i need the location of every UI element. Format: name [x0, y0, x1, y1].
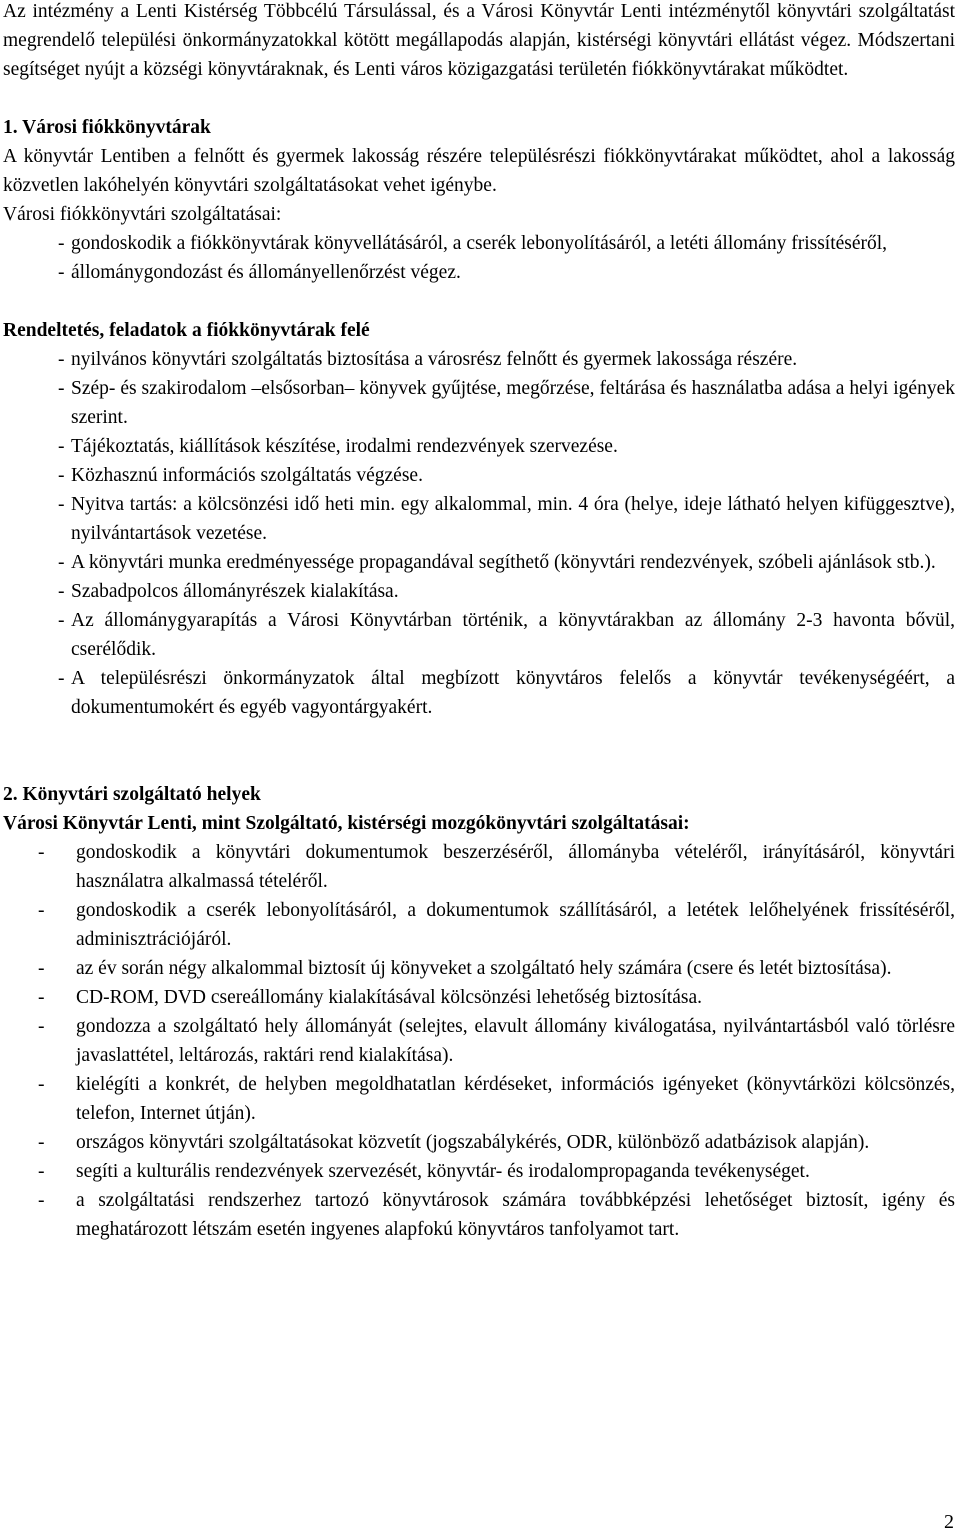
list-item: [3, 1012, 955, 1070]
services-label: Városi fiókkönyvtári szolgáltatásai:: [3, 204, 282, 225]
dash-bullet: -: [38, 1016, 45, 1037]
mobile-library-services-list: [3, 838, 955, 1244]
dash-bullet: -: [58, 668, 65, 689]
dash-bullet: -: [58, 378, 65, 399]
list-item-text: kielégíti a konkrét, de helyben megoldhatatlan kérdéseket, információs igényeket (könyvtárközi kölcsönzés, telefon, Internet útján).: [76, 1074, 955, 1124]
list-item-text: állománygondozást és állományellenőrzést végez.: [71, 262, 461, 283]
services-list: [3, 229, 955, 287]
section-2-heading: 2. Könyvtári szolgáltató helyek: [3, 784, 261, 805]
list-item: [3, 983, 955, 1012]
spacer: [3, 84, 955, 113]
list-item-text: gondoskodik a könyvtári dokumentumok beszerzéséről, állományba vételéről, irányításáról, könyvtári használatra alkalmassá tételéről.: [76, 842, 955, 892]
spacer: [3, 287, 955, 316]
spacer: [3, 722, 955, 780]
list-item-text: az év során négy alkalommal biztosít új könyveket a szolgáltató hely számára (csere és letét biztosítása).: [76, 958, 892, 979]
dash-bullet: -: [58, 581, 65, 602]
list-item: [3, 664, 955, 722]
dash-bullet: -: [38, 987, 45, 1008]
dash-bullet: -: [38, 1190, 45, 1211]
list-item: [3, 258, 955, 287]
section-2-subheading: Városi Könyvtár Lenti, mint Szolgáltató, kistérségi mozgókönyvtári szolgáltatásai:: [3, 813, 690, 834]
list-item: [3, 461, 955, 490]
section-1-heading: 1. Városi fiókkönyvtárak: [3, 117, 211, 138]
dash-bullet: -: [58, 436, 65, 457]
list-item: [3, 954, 955, 983]
list-item: [3, 606, 955, 664]
list-item: [3, 1157, 955, 1186]
list-item: [3, 374, 955, 432]
list-item-text: Nyitva tartás: a kölcsönzési idő heti min. egy alkalommal, min. 4 óra (helye, ideje látható helyen kifüggesztve), nyilvántartások vezetése.: [71, 494, 955, 544]
list-item: [3, 896, 955, 954]
dash-bullet: -: [38, 1074, 45, 1095]
purpose-list: [3, 345, 955, 722]
list-item: [3, 577, 955, 606]
dash-bullet: -: [38, 1132, 45, 1153]
list-item: [3, 490, 955, 548]
list-item-text: országos könyvtári szolgáltatásokat közvetít (jogszabálykérés, ODR, különböző adatbázisok alapján).: [76, 1132, 870, 1153]
list-item-text: nyilvános könyvtári szolgáltatás biztosítása a városrész felnőtt és gyermek lakossága részére.: [71, 349, 798, 370]
dash-bullet: -: [58, 610, 65, 631]
page-number: 2: [944, 1511, 954, 1533]
list-item-text: Az állománygyarapítás a Városi Könyvtárban történik, a könyvtárakban az állomány 2-3 havonta bővül, cserélődik.: [71, 610, 955, 660]
dash-bullet: -: [58, 552, 65, 573]
section-1-paragraph: A könyvtár Lentiben a felnőtt és gyermek lakosság részére településrészi fiókkönyvtárakat működtet, ahol a lakosság közvetlen lakóhelyén könyvtári szolgáltatásokat vehet igénybe.: [3, 146, 955, 196]
list-item-text: segíti a kulturális rendezvények szervezését, könyvtár- és irodalompropaganda tevékenységet.: [76, 1161, 810, 1182]
list-item: [3, 1186, 955, 1244]
list-item-text: Szép- és szakirodalom –elsősorban– könyvek gyűjtése, megőrzése, feltárása és használatba adása a helyi igények szerint.: [71, 378, 955, 428]
list-item-text: CD-ROM, DVD csereállomány kialakításával kölcsönzési lehetőség biztosítása.: [76, 987, 702, 1008]
list-item-text: Szabadpolcos állományrészek kialakítása.: [71, 581, 399, 602]
dash-bullet: -: [58, 262, 65, 283]
dash-bullet: -: [38, 958, 45, 979]
dash-bullet: -: [38, 900, 45, 921]
list-item-text: Közhasznú információs szolgáltatás végzése.: [71, 465, 423, 486]
list-item-text: A könyvtári munka eredményessége propagandával segíthető (könyvtári rendezvények, szóbeli ajánlások stb.).: [71, 552, 936, 573]
dash-bullet: -: [58, 494, 65, 515]
list-item: [3, 548, 955, 577]
list-item: [3, 1070, 955, 1128]
list-item: [3, 229, 955, 258]
list-item: [3, 1128, 955, 1157]
intro-paragraph: Az intézmény a Lenti Kistérség Többcélú Társulással, és a Városi Könyvtár Lenti intézménytől könyvtári szolgáltatást megrendelő települési önkormányzatokkal kötött megállapodás alapján, kistérségi könyvtári ellátást végez. Módszertani segítséget nyújt a községi könyvtáraknak, és Lenti város közigazgatási területén fiókkönyvtárakat működtet.: [3, 1, 955, 80]
dash-bullet: -: [58, 233, 65, 254]
dash-bullet: -: [58, 349, 65, 370]
list-item-text: a szolgáltatási rendszerhez tartozó könyvtárosok számára továbbképzési lehetőséget biztosít, igény és meghatározott létszám esetén ingyenes alapfokú könyvtáros tanfolyamot tart.: [76, 1190, 955, 1240]
list-item-text: A településrészi önkormányzatok által megbízott könyvtáros felelős a könyvtár tevékenységéért, a dokumentumokért és egyéb vagyontárgyakért.: [71, 668, 955, 718]
list-item-text: gondoskodik a fiókkönyvtárak könyvellátásáról, a cserék lebonyolításáról, a letéti állomány frissítéséről,: [71, 233, 888, 254]
list-item: [3, 345, 955, 374]
list-item-text: Tájékoztatás, kiállítások készítése, irodalmi rendezvények szervezése.: [71, 436, 618, 457]
list-item: [3, 838, 955, 896]
list-item-text: gondoskodik a cserék lebonyolításáról, a dokumentumok szállításáról, a letétek lelőhelyének frissítéséről, adminisztrációjáról.: [76, 900, 955, 950]
dash-bullet: -: [38, 842, 45, 863]
list-item-text: gondozza a szolgáltató hely állományát (selejtes, elavult állomány kiválogatása, nyilvántartásból való törlésre javaslattétel, leltározás, raktári rend kialakítása).: [76, 1016, 955, 1066]
document-page: [3, 0, 955, 1244]
list-item: [3, 432, 955, 461]
dash-bullet: -: [38, 1161, 45, 1182]
dash-bullet: -: [58, 465, 65, 486]
purpose-heading: Rendeltetés, feladatok a fiókkönyvtárak felé: [3, 320, 370, 341]
